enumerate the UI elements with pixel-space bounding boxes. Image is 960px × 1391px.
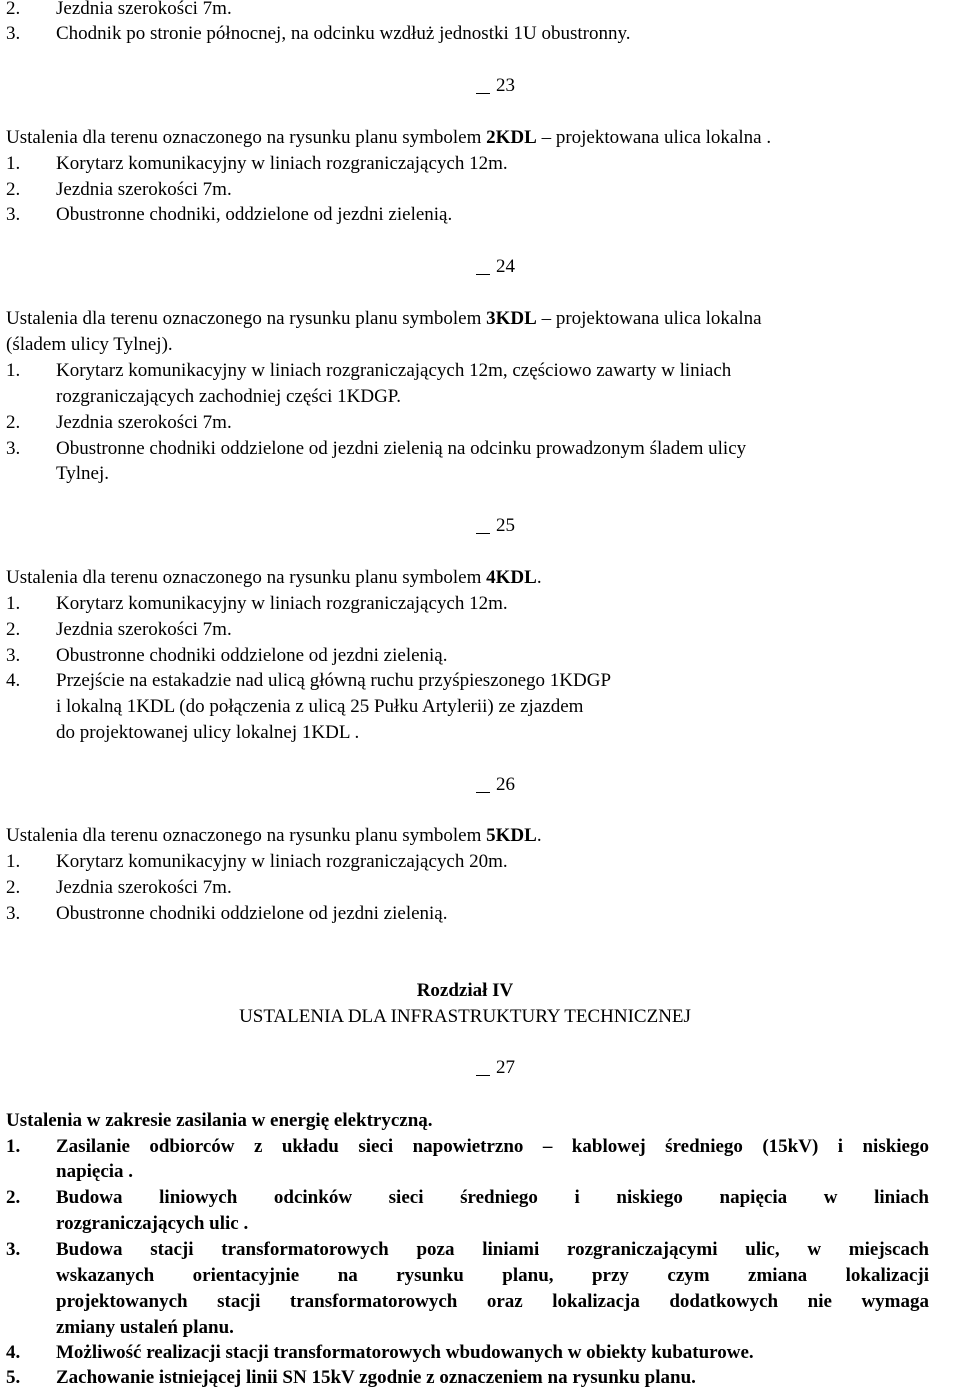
list-item-continuation: napięcia . [56, 1161, 134, 1182]
list-item-continuation: wskazanych orientacyjnie na rysunku planu, przy czym zmiana lokalizacji [56, 1265, 929, 1286]
section-heading-27: 27 [476, 1057, 515, 1079]
section-intro: Ustalenia dla terenu oznaczonego na rysunku planu symbolem 5KDL. [6, 825, 542, 846]
list-item: 1. Korytarz komunikacyjny w liniach rozgraniczających 20m. [6, 851, 508, 872]
paragraph-sign-icon [476, 515, 490, 534]
section-intro: Ustalenia dla terenu oznaczonego na rysunku planu symbolem 3KDL – projektowana ulica lokalna [6, 308, 762, 329]
list-item: 2. Jezdnia szerokości 7m. [6, 0, 232, 19]
section-intro: Ustalenia dla terenu oznaczonego na rysunku planu symbolem 4KDL. [6, 567, 542, 588]
list-item-continuation: projektowanych stacji transformatorowych oraz lokalizacja dodatkowych nie wymaga [56, 1291, 929, 1312]
list-item: Możliwość realizacji stacji transformatorowych wbudowanych w obiekty kubaturowe. [56, 1342, 754, 1363]
list-item: Zasilanie odbiorców z układu sieci napowietrzno – kablowej średniego (15kV) i niskiego [56, 1136, 929, 1157]
paragraph-sign-icon [476, 1057, 490, 1076]
chapter-title: Rozdział IV [416, 980, 514, 1001]
list-item-continuation: rozgraniczających ulic . [56, 1213, 249, 1234]
list-number: 4. [6, 1342, 21, 1363]
section-intro: Ustalenia dla terenu oznaczonego na rysunku planu symbolem 2KDL – projektowana ulica lokalna . [6, 127, 772, 148]
list-item-continuation: rozgraniczających zachodniej części 1KDGP. [56, 386, 401, 407]
list-item: 2. Jezdnia szerokości 7m. [6, 877, 232, 898]
list-number: 5. [6, 1367, 21, 1388]
chapter-subtitle: USTALENIA DLA INFRASTRUKTURY TECHNICZNEJ [239, 1006, 691, 1027]
section-heading-24: 24 [476, 256, 515, 278]
list-item-continuation: do projektowanej ulicy lokalnej 1KDL . [56, 722, 360, 743]
list-item: 3. Obustronne chodniki oddzielone od jezdni zielenią. [6, 645, 448, 666]
list-item: 4. Przejście na estakadzie nad ulicą główną ruchu przyśpieszonego 1KDGP [6, 670, 612, 691]
paragraph-sign-icon [476, 75, 490, 94]
list-item: 1. Korytarz komunikacyjny w liniach rozgraniczających 12m. [6, 153, 508, 174]
list-item: 1. Korytarz komunikacyjny w liniach rozgraniczających 12m. [6, 593, 508, 614]
section-intro: Ustalenia w zakresie zasilania w energię elektryczną. [6, 1110, 433, 1131]
list-item: 3. Chodnik po stronie północnej, na odcinku wzdłuż jednostki 1U obustronny. [6, 23, 631, 44]
list-item-continuation: Tylnej. [56, 463, 110, 484]
section-heading-25: 25 [476, 515, 515, 537]
section-intro-continuation: (śladem ulicy Tylnej). [6, 334, 173, 355]
list-item: 3. Obustronne chodniki, oddzielone od jezdni zielenią. [6, 204, 453, 225]
section-heading-26: 26 [476, 774, 515, 796]
list-item-continuation: zmiany ustaleń planu. [56, 1317, 234, 1338]
list-item: Budowa stacji transformatorowych poza liniami rozgraniczającymi ulic, w miejscach [56, 1239, 929, 1260]
paragraph-sign-icon [476, 256, 490, 275]
list-item: Zachowanie istniejącej linii SN 15kV zgodnie z oznaczeniem na rysunku planu. [56, 1367, 696, 1388]
list-item: 3. Obustronne chodniki oddzielone od jezdni zielenią na odcinku prowadzonym śladem ulicy [6, 438, 747, 459]
list-number: 3. [6, 1239, 21, 1260]
list-item: 1. Korytarz komunikacyjny w liniach rozgraniczających 12m, częściowo zawarty w liniach [6, 360, 732, 381]
list-item: 2. Jezdnia szerokości 7m. [6, 412, 232, 433]
list-item: 2. Jezdnia szerokości 7m. [6, 179, 232, 200]
list-number: 1. [6, 1136, 21, 1157]
list-number: 2. [6, 1187, 21, 1208]
list-item: 2. Jezdnia szerokości 7m. [6, 619, 232, 640]
list-item: Budowa liniowych odcinków sieci średniego i niskiego napięcia w liniach [56, 1187, 929, 1208]
list-item: 3. Obustronne chodniki oddzielone od jezdni zielenią. [6, 903, 448, 924]
list-item-continuation: i lokalną 1KDL (do połączenia z ulicą 25 Pułku Artylerii) ze zjazdem [56, 696, 584, 717]
paragraph-sign-icon [476, 774, 490, 793]
section-heading-23: 23 [476, 75, 515, 97]
